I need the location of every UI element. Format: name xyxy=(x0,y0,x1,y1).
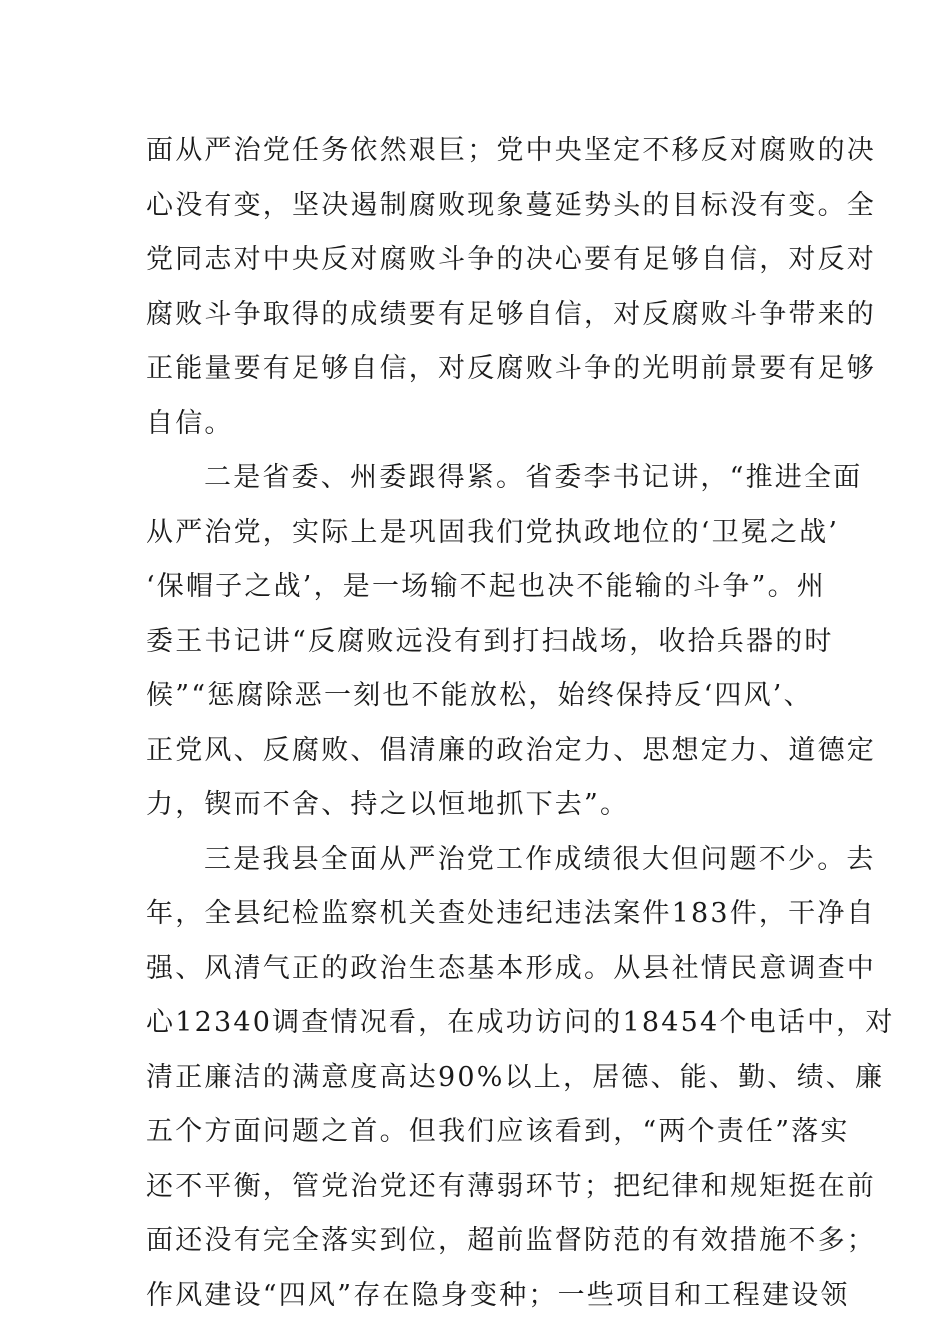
text-line: 心12340调查情况看，在成功访问的18454个电话中，对 xyxy=(146,1007,895,1038)
text-line: 面还没有完全落实到位，超前监督防范的有效措施不多； xyxy=(146,1225,876,1256)
text-line: 委王书记讲“反腐败远没有到打扫战场，收拾兵器的时 xyxy=(146,625,834,657)
text-line: 自信。 xyxy=(146,407,234,439)
paragraph-first-line: 二是省委、州委跟得紧。省委李书记讲，“推进全面 xyxy=(204,462,863,493)
text-line: 还不平衡，管党治党还有薄弱环节；把纪律和规矩挺在前 xyxy=(146,1170,876,1202)
text-line: 正党风、反腐败、倡清廉的政治定力、思想定力、道德定 xyxy=(146,734,876,766)
body-text xyxy=(146,124,895,1323)
text-line: 年，全县纪检监察机关查处违纪违法案件183件，干净自 xyxy=(146,898,876,929)
text-line: 五个方面问题之首。但我们应该看到，“两个责任”落实 xyxy=(146,1116,850,1147)
text-line: 强、风清气正的政治生态基本形成。从县社情民意调查中 xyxy=(146,952,876,984)
text-line: ‘保帽子之战’，是一场输不起也决不能输的斗争”。州 xyxy=(146,571,826,602)
text-line: 候”“惩腐除恶一刻也不能放松，始终保持反‘四风’、 xyxy=(146,680,813,711)
text-line: 清正廉洁的满意度高达90%以上，居德、能、勤、绩、廉 xyxy=(146,1061,885,1093)
text-line: 腐败斗争取得的成绩要有足够自信，对反腐败斗争带来的 xyxy=(146,298,876,330)
text-line: 正能量要有足够自信，对反腐败斗争的光明前景要有足够 xyxy=(146,353,876,384)
text-line: 面从严治党任务依然艰巨；党中央坚定不移反对腐败的决 xyxy=(146,135,876,166)
text-line: 作风建设“四风”存在隐身变种；一些项目和工程建设领 xyxy=(146,1279,850,1311)
text-line: 力，锲而不舍、持之以恒地抓下去”。 xyxy=(146,789,630,820)
paragraph-first-line: 三是我县全面从严治党工作成绩很大但问题不少。去 xyxy=(204,843,876,875)
text-line: 党同志对中央反对腐败斗争的决心要有足够自信，对反对 xyxy=(146,244,876,275)
text-line: 心没有变，坚决遏制腐败现象蔓延势头的目标没有变。全 xyxy=(146,189,876,221)
text-line: 从严治党，实际上是巩固我们党执政地位的‘卫冕之战’ xyxy=(146,516,840,548)
